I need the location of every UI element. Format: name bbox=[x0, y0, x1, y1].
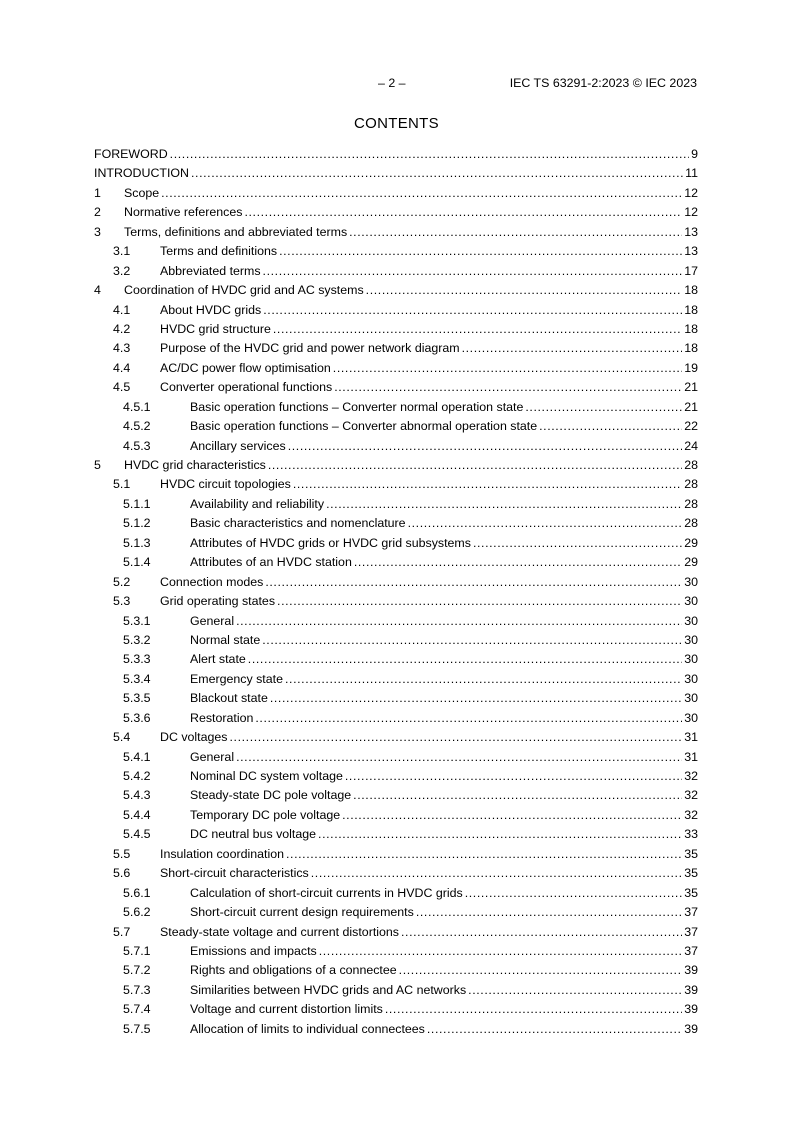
toc-entry-page: 29 bbox=[683, 553, 698, 572]
toc-entry-title: Attributes of an HVDC station bbox=[190, 553, 353, 572]
toc-dot-leader bbox=[293, 475, 682, 494]
toc-entry-page: 22 bbox=[683, 417, 698, 436]
toc-entry[interactable] bbox=[94, 942, 698, 961]
toc-entry-line bbox=[190, 514, 698, 533]
toc-entry-number: 4.5.2 bbox=[123, 419, 151, 434]
toc-entry-line bbox=[160, 573, 698, 592]
toc-entry-title: Grid operating states bbox=[160, 592, 276, 611]
toc-entry-number: 5.4.2 bbox=[123, 769, 151, 783]
toc-dot-leader bbox=[334, 378, 682, 397]
toc-entry-number: 5.4.1 bbox=[123, 749, 151, 764]
toc-entry-number: 5.3.6 bbox=[123, 710, 151, 725]
toc-entry[interactable] bbox=[94, 1000, 698, 1019]
toc-entry-number: 5 bbox=[94, 458, 101, 472]
toc-entry[interactable] bbox=[94, 301, 698, 320]
toc-entry[interactable] bbox=[94, 748, 698, 767]
toc-dot-leader bbox=[399, 961, 683, 980]
toc-entry[interactable] bbox=[94, 475, 698, 494]
toc-entry-line bbox=[190, 748, 698, 767]
toc-entry[interactable] bbox=[94, 689, 698, 708]
toc-entry[interactable] bbox=[94, 961, 698, 980]
toc-entry-title: Attributes of HVDC grids or HVDC grid subsystems bbox=[190, 534, 472, 553]
toc-dot-leader bbox=[262, 631, 682, 650]
toc-entry-page: 28 bbox=[683, 475, 698, 494]
toc-entry[interactable] bbox=[94, 242, 698, 261]
toc-entry[interactable] bbox=[94, 184, 698, 203]
toc-dot-leader bbox=[401, 923, 682, 942]
toc-entry-page: 30 bbox=[683, 709, 698, 728]
toc-dot-leader bbox=[263, 301, 682, 320]
toc-entry-page: 32 bbox=[683, 767, 698, 786]
toc-entry[interactable] bbox=[94, 417, 698, 436]
toc-entry-title: Basic operation functions – Converter normal operation state bbox=[190, 398, 524, 417]
toc-dot-leader bbox=[468, 981, 682, 1000]
toc-dot-leader bbox=[277, 592, 682, 611]
toc-entry-number: 5.1.3 bbox=[123, 535, 151, 550]
toc-entry-number: 5.7.5 bbox=[123, 1021, 151, 1036]
toc-entry[interactable] bbox=[94, 767, 698, 786]
toc-entry-number: 5.4 bbox=[113, 730, 131, 745]
toc-entry-title: Blackout state bbox=[190, 689, 269, 708]
toc-entry-line bbox=[124, 281, 698, 300]
toc-entry-line bbox=[160, 320, 698, 339]
toc-entry[interactable] bbox=[94, 884, 698, 903]
toc-dot-leader bbox=[366, 281, 683, 300]
toc-dot-leader bbox=[263, 262, 683, 281]
toc-entry-title: General bbox=[190, 748, 235, 767]
toc-entry-title: Abbreviated terms bbox=[160, 262, 262, 281]
toc-entry-number: 4.1 bbox=[113, 302, 131, 317]
toc-entry-number: 5.7.3 bbox=[123, 982, 151, 997]
toc-entry[interactable] bbox=[94, 670, 698, 689]
toc-entry-page: 18 bbox=[683, 301, 698, 320]
toc-dot-leader bbox=[270, 689, 682, 708]
toc-entry-page: 21 bbox=[683, 398, 698, 417]
toc-entry-line bbox=[160, 359, 698, 378]
toc-dot-leader bbox=[385, 1000, 682, 1019]
toc-entry-number: 4.5.3 bbox=[123, 438, 151, 453]
toc-entry-line bbox=[190, 767, 698, 786]
toc-entry-title: INTRODUCTION bbox=[94, 164, 190, 183]
toc-dot-leader bbox=[319, 942, 682, 961]
toc-entry-number: 5.6 bbox=[113, 866, 131, 881]
toc-dot-leader bbox=[161, 184, 682, 203]
toc-entry-line bbox=[190, 709, 698, 728]
toc-entry-line bbox=[94, 164, 698, 183]
toc-entry-title: Insulation coordination bbox=[160, 845, 285, 864]
toc-entry-page: 30 bbox=[683, 592, 698, 611]
toc-entry-line bbox=[190, 981, 698, 1000]
toc-entry-title: Ancillary services bbox=[190, 437, 287, 456]
toc-entry[interactable] bbox=[94, 845, 698, 864]
toc-entry-page: 18 bbox=[683, 339, 698, 358]
toc-entry[interactable] bbox=[94, 806, 698, 825]
toc-dot-leader bbox=[318, 825, 682, 844]
page-number: – 2 – bbox=[378, 76, 406, 90]
toc-entry-line bbox=[190, 553, 698, 572]
toc-entry-page: 18 bbox=[683, 281, 698, 300]
toc-dot-leader bbox=[268, 456, 682, 475]
toc-entry-number: 5.7 bbox=[113, 924, 131, 939]
toc-entry[interactable] bbox=[94, 612, 698, 631]
toc-entry-line bbox=[124, 203, 698, 222]
toc-entry-number: 4.3 bbox=[113, 341, 131, 356]
toc-dot-leader bbox=[353, 786, 682, 805]
toc-dot-leader bbox=[354, 553, 682, 572]
toc-entry-title: About HVDC grids bbox=[160, 301, 262, 320]
toc-entry[interactable] bbox=[94, 631, 698, 650]
toc-entry-title: Converter operational functions bbox=[160, 378, 333, 397]
toc-entry[interactable] bbox=[94, 262, 698, 281]
toc-entry-page: 9 bbox=[690, 145, 698, 164]
toc-entry-page: 37 bbox=[683, 903, 698, 922]
toc-entry-number: 5.3.2 bbox=[123, 632, 151, 647]
toc-dot-leader bbox=[248, 650, 682, 669]
toc-entry-line bbox=[160, 592, 698, 611]
toc-entry-number: 5.3.4 bbox=[123, 671, 151, 686]
toc-entry-number: 4.5.1 bbox=[123, 399, 151, 414]
toc-entry[interactable] bbox=[94, 923, 698, 942]
toc-entry-line bbox=[124, 223, 698, 242]
toc-entry-line bbox=[160, 475, 698, 494]
toc-entry-page: 12 bbox=[683, 203, 698, 222]
toc-entry-number: 4.4 bbox=[113, 360, 131, 375]
toc-dot-leader bbox=[345, 767, 682, 786]
toc-entry-page: 35 bbox=[683, 864, 698, 883]
toc-entry[interactable] bbox=[94, 786, 698, 805]
toc-entry-line bbox=[190, 534, 698, 553]
toc-entry-line bbox=[160, 923, 698, 942]
toc-entry[interactable] bbox=[94, 864, 698, 883]
toc-entry-title: Basic characteristics and nomenclature bbox=[190, 514, 407, 533]
toc-dot-leader bbox=[286, 845, 682, 864]
toc-entry-line bbox=[190, 942, 698, 961]
toc-entry-line bbox=[160, 378, 698, 397]
toc-entry-title: Restoration bbox=[190, 709, 254, 728]
toc-entry-page: 32 bbox=[683, 786, 698, 805]
toc-entry-page: 39 bbox=[683, 1000, 698, 1019]
toc-entry-number: 5.1.4 bbox=[123, 555, 151, 570]
toc-entry-line bbox=[190, 631, 698, 650]
toc-entry-title: Steady-state DC pole voltage bbox=[190, 786, 352, 805]
toc-dot-leader bbox=[265, 573, 682, 592]
toc-entry-line bbox=[160, 339, 698, 358]
toc-entry-title: Rights and obligations of a connectee bbox=[190, 961, 398, 980]
toc-entry-title: Availability and reliability bbox=[190, 495, 325, 514]
toc-entry-title: General bbox=[190, 612, 235, 631]
toc-entry-page: 30 bbox=[683, 689, 698, 708]
toc-entry-number: 5.5 bbox=[113, 846, 131, 861]
toc-entry-line bbox=[190, 650, 698, 669]
toc-dot-leader bbox=[465, 884, 683, 903]
toc-entry-number: 2 bbox=[94, 205, 101, 220]
toc-entry-page: 12 bbox=[683, 184, 698, 203]
toc-dot-leader bbox=[427, 1020, 682, 1039]
toc-entry[interactable] bbox=[94, 825, 698, 844]
toc-entry-line bbox=[190, 612, 698, 631]
toc-entry-number: 5.6.2 bbox=[123, 905, 151, 920]
toc-entry-title: Scope bbox=[124, 184, 160, 203]
toc-heading: CONTENTS bbox=[354, 115, 439, 132]
toc-entry-number: 5.4.4 bbox=[123, 807, 151, 822]
toc-dot-leader bbox=[349, 223, 682, 242]
toc-entry[interactable] bbox=[94, 339, 698, 358]
toc-entry-title: HVDC grid characteristics bbox=[124, 456, 267, 475]
toc-entry-line bbox=[160, 301, 698, 320]
toc-entry-title: Similarities between HVDC grids and AC networks bbox=[190, 981, 467, 1000]
toc-entry-page: 32 bbox=[683, 806, 698, 825]
toc-entry-line bbox=[190, 1000, 698, 1019]
toc-dot-leader bbox=[326, 495, 682, 514]
toc-entry[interactable] bbox=[94, 320, 698, 339]
toc-entry-title: Nominal DC system voltage bbox=[190, 767, 344, 786]
toc-entry-page: 37 bbox=[683, 942, 698, 961]
toc-entry-number: 3.2 bbox=[113, 263, 131, 278]
toc-entry-title: Short-circuit current design requirements bbox=[190, 903, 415, 922]
toc-entry-number: 4 bbox=[94, 283, 101, 298]
toc-entry-number: 5.4.5 bbox=[123, 827, 151, 842]
toc-entry[interactable] bbox=[94, 981, 698, 1000]
toc-entry[interactable] bbox=[94, 514, 698, 533]
toc-entry-number: 4.5 bbox=[113, 380, 131, 395]
toc-entry-page: 37 bbox=[683, 923, 698, 942]
toc-dot-leader bbox=[311, 864, 682, 883]
toc-entry-line bbox=[190, 961, 698, 980]
table-of-contents bbox=[94, 145, 698, 1039]
toc-entry-title: FOREWORD bbox=[94, 145, 169, 164]
toc-dot-leader bbox=[236, 612, 682, 631]
toc-entry-number: 5.1.2 bbox=[123, 516, 151, 531]
toc-entry[interactable] bbox=[94, 164, 698, 183]
toc-entry-title: Terms, definitions and abbreviated terms bbox=[124, 223, 348, 242]
toc-entry-number: 3 bbox=[94, 224, 101, 239]
toc-entry-title: Basic operation functions – Converter abnormal operation state bbox=[190, 417, 538, 436]
toc-entry-line bbox=[160, 242, 698, 261]
toc-entry-number: 5.1.1 bbox=[123, 496, 151, 511]
toc-entry[interactable] bbox=[94, 573, 698, 592]
toc-dot-leader bbox=[285, 670, 682, 689]
toc-entry-page: 31 bbox=[683, 748, 698, 767]
toc-entry-page: 35 bbox=[683, 845, 698, 864]
toc-entry-line bbox=[190, 786, 698, 805]
toc-entry[interactable] bbox=[94, 553, 698, 572]
toc-entry-page: 13 bbox=[683, 242, 698, 261]
toc-dot-leader bbox=[279, 242, 682, 261]
toc-dot-leader bbox=[525, 398, 682, 417]
toc-entry-page: 29 bbox=[683, 534, 698, 553]
toc-dot-leader bbox=[230, 728, 683, 747]
toc-entry-title: Normal state bbox=[190, 631, 261, 650]
toc-dot-leader bbox=[170, 145, 689, 164]
toc-entry-title: AC/DC power flow optimisation bbox=[160, 359, 332, 378]
toc-entry-number: 5.3.1 bbox=[123, 613, 151, 628]
toc-dot-leader bbox=[408, 514, 683, 533]
toc-entry-title: Temporary DC pole voltage bbox=[190, 806, 341, 825]
toc-entry-line bbox=[160, 845, 698, 864]
toc-entry[interactable] bbox=[94, 398, 698, 417]
toc-entry[interactable] bbox=[94, 456, 698, 475]
toc-dot-leader bbox=[236, 748, 682, 767]
toc-entry-title: Connection modes bbox=[160, 573, 264, 592]
toc-entry-line bbox=[160, 728, 698, 747]
document-reference: IEC TS 63291-2:2023 © IEC 2023 bbox=[509, 76, 697, 90]
toc-entry-title: Allocation of limits to individual connectees bbox=[190, 1020, 426, 1039]
toc-entry-page: 24 bbox=[683, 437, 698, 456]
toc-dot-leader bbox=[191, 164, 683, 183]
toc-entry-number: 1 bbox=[94, 185, 101, 200]
toc-entry-title: Normative references bbox=[124, 203, 243, 222]
toc-entry-page: 30 bbox=[683, 670, 698, 689]
toc-dot-leader bbox=[333, 359, 682, 378]
toc-entry-number: 5.4.3 bbox=[123, 788, 151, 803]
toc-dot-leader bbox=[473, 534, 682, 553]
toc-entry-line bbox=[190, 670, 698, 689]
toc-dot-leader bbox=[462, 339, 683, 358]
toc-entry-line bbox=[190, 1020, 698, 1039]
toc-entry-page: 28 bbox=[683, 456, 698, 475]
toc-entry[interactable] bbox=[94, 223, 698, 242]
toc-entry[interactable] bbox=[94, 592, 698, 611]
toc-entry-number: 5.1 bbox=[113, 477, 131, 492]
toc-entry-title: HVDC circuit topologies bbox=[160, 475, 292, 494]
toc-entry-number: 5.6.1 bbox=[123, 885, 151, 900]
toc-entry-title: DC voltages bbox=[160, 728, 229, 747]
toc-entry-line bbox=[190, 825, 698, 844]
page-header bbox=[0, 76, 793, 92]
toc-entry-page: 39 bbox=[683, 981, 698, 1000]
toc-entry-title: Coordination of HVDC grid and AC systems bbox=[124, 281, 365, 300]
toc-entry[interactable] bbox=[94, 709, 698, 728]
toc-entry-title: Short-circuit characteristics bbox=[160, 864, 310, 883]
toc-entry-title: Emergency state bbox=[190, 670, 284, 689]
toc-dot-leader bbox=[273, 320, 682, 339]
toc-entry-line bbox=[190, 903, 698, 922]
toc-entry-number: 5.3 bbox=[113, 594, 131, 609]
toc-entry-page: 13 bbox=[683, 223, 698, 242]
toc-entry[interactable] bbox=[94, 903, 698, 922]
toc-entry-page: 28 bbox=[683, 495, 698, 514]
toc-entry-number: 5.3.3 bbox=[123, 652, 151, 667]
toc-entry-line bbox=[190, 437, 698, 456]
toc-entry-page: 30 bbox=[683, 573, 698, 592]
toc-entry-page: 21 bbox=[683, 378, 698, 397]
toc-entry-page: 30 bbox=[683, 631, 698, 650]
toc-entry-title: DC neutral bus voltage bbox=[190, 825, 317, 844]
toc-entry[interactable] bbox=[94, 281, 698, 300]
toc-entry[interactable] bbox=[94, 145, 698, 164]
toc-entry-line bbox=[190, 495, 698, 514]
toc-entry-line bbox=[190, 417, 698, 436]
toc-entry-number: 4.2 bbox=[113, 321, 131, 336]
toc-entry-title: Calculation of short-circuit currents in HVDC grids bbox=[190, 884, 464, 903]
toc-entry-number: 5.2 bbox=[113, 574, 131, 589]
toc-entry-line bbox=[124, 184, 698, 203]
toc-entry-page: 31 bbox=[683, 728, 698, 747]
toc-entry-number: 5.7.2 bbox=[123, 963, 151, 978]
toc-entry-page: 35 bbox=[683, 884, 698, 903]
toc-entry[interactable] bbox=[94, 1020, 698, 1039]
toc-dot-leader bbox=[539, 417, 682, 436]
toc-entry-title: Emissions and impacts bbox=[190, 942, 318, 961]
toc-entry-number: 5.7.1 bbox=[123, 943, 151, 958]
toc-entry[interactable] bbox=[94, 378, 698, 397]
toc-entry-page: 28 bbox=[683, 514, 698, 533]
toc-entry-page: 39 bbox=[683, 961, 698, 980]
toc-entry-page: 30 bbox=[683, 612, 698, 631]
toc-entry-page: 18 bbox=[683, 320, 698, 339]
toc-entry-line bbox=[190, 689, 698, 708]
toc-entry-line bbox=[190, 884, 698, 903]
toc-dot-leader bbox=[288, 437, 682, 456]
toc-entry-page: 19 bbox=[683, 359, 698, 378]
toc-entry[interactable] bbox=[94, 534, 698, 553]
toc-entry-line bbox=[160, 262, 698, 281]
toc-entry-title: HVDC grid structure bbox=[160, 320, 272, 339]
toc-entry[interactable] bbox=[94, 728, 698, 747]
toc-entry[interactable] bbox=[94, 495, 698, 514]
toc-entry-line bbox=[160, 864, 698, 883]
toc-dot-leader bbox=[244, 203, 682, 222]
toc-entry-title: Terms and definitions bbox=[160, 242, 278, 261]
toc-entry-number: 5.3.5 bbox=[123, 691, 151, 706]
toc-dot-leader bbox=[255, 709, 682, 728]
toc-entry-title: Steady-state voltage and current distortions bbox=[160, 923, 400, 942]
toc-entry[interactable] bbox=[94, 359, 698, 378]
toc-entry-line bbox=[124, 456, 698, 475]
toc-entry-line bbox=[190, 806, 698, 825]
toc-entry-line bbox=[94, 145, 698, 164]
toc-entry-line bbox=[190, 398, 698, 417]
toc-entry-page: 39 bbox=[683, 1020, 698, 1039]
toc-entry-title: Voltage and current distortion limits bbox=[190, 1000, 384, 1019]
toc-entry-page: 11 bbox=[684, 164, 698, 183]
toc-entry-page: 33 bbox=[683, 825, 698, 844]
toc-entry-number: 5.7.4 bbox=[123, 1002, 151, 1017]
toc-entry-number: 3.1 bbox=[113, 244, 131, 259]
toc-entry-title: Alert state bbox=[190, 650, 247, 669]
toc-dot-leader bbox=[342, 806, 682, 825]
toc-entry-page: 30 bbox=[683, 650, 698, 669]
toc-dot-leader bbox=[416, 903, 682, 922]
toc-entry-title: Purpose of the HVDC grid and power network diagram bbox=[160, 339, 461, 358]
toc-entry[interactable] bbox=[94, 437, 698, 456]
toc-entry[interactable] bbox=[94, 203, 698, 222]
toc-entry-page: 17 bbox=[683, 262, 698, 281]
toc-entry[interactable] bbox=[94, 650, 698, 669]
